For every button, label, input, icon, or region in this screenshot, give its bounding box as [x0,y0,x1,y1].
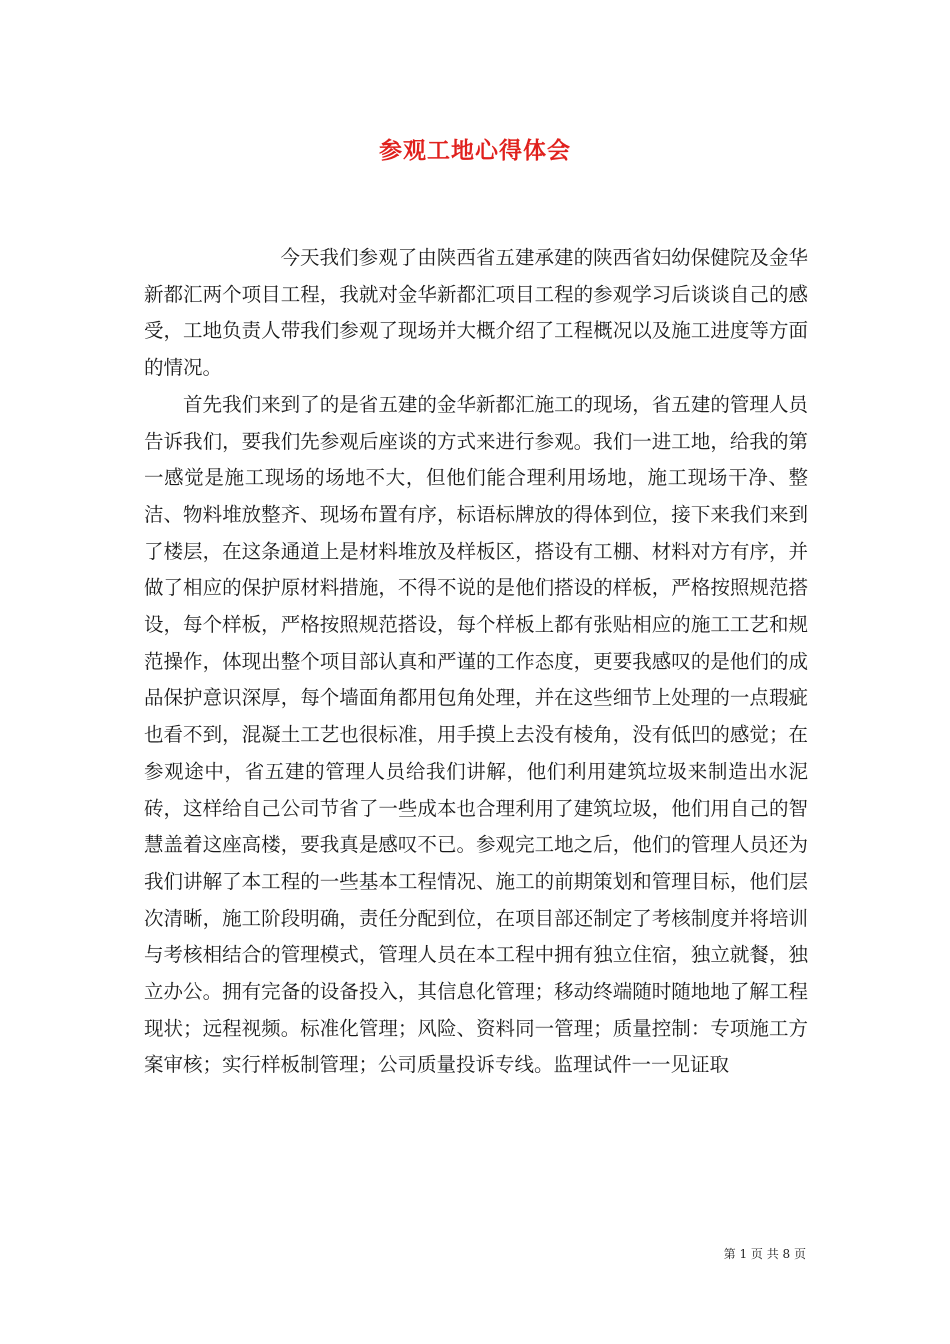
document-title: 参观工地心得体会 [379,137,571,164]
page-number-footer: 第 1 页 共 8 页 [723,1247,806,1261]
document-body [144,240,808,1084]
paragraph-intro: 今天我们参观了由陕西省五建承建的陕西省妇幼保健院及金华新都汇两个项目工程，我就对金华新都汇项目工程的参观学习后谈谈自己的感受，工地负责人带我们参观了现场并大概介绍了工程概况以及施工进度等方面的情况。 [144,246,808,380]
paragraph-site-visit: 首先我们来到了的是省五建的金华新都汇施工的现场，省五建的管理人员告诉我们，要我们先参观后座谈的方式来进行参观。我们一进工地，给我的第一感觉是施工现场的场地不大，但他们能合理利用场地，施工现场干净、整洁、物料堆放整齐、现场布置有序，标语标牌放的得体到位，接下来我们来到了楼层，在这条通道上是材料堆放及样板区，搭设有工棚、材料对方有序，并做了相应的保护原材料措施，不得不说的是他们搭设的样板，严格按照规范搭设，每个样板，严格按照规范搭设，每个样板上都有张贴相应的施工工艺和规范操作，体现出整个项目部认真和严谨的工作态度，更要我感叹的是他们的成品保护意识深厚，每个墙面角都用包角处理，并在这些细节上处理的一点瑕疵也看不到，混凝土工艺也很标准，用手摸上去没有棱角，没有低凹的感觉；在参观途中，省五建的管理人员给我们讲解，他们利用建筑垃圾来制造出水泥砖，这样给自己公司节省了一些成本也合理利用了建筑垃圾，他们用自己的智慧盖着这座高楼，要我真是感叹不已。参观完工地之后，他们的管理人员还为我们讲解了本工程的一些基本工程情况、施工的前期策划和管理目标，他们层次清晰，施工阶段明确，责任分配到位，在项目部还制定了考核制度并将培训与考核相结合的管理模式，管理人员在本工程中拥有独立住宿，独立就餐，独立办公。拥有完备的设备投入，其信息化管理；移动终端随时随地地了解工程现状；远程视频。标准化管理；风险、资料同一管理；质量控制：专项施工方案审核；实行样板制管理；公司质量投诉专线。监理试件一一见证取 [144,392,808,1077]
